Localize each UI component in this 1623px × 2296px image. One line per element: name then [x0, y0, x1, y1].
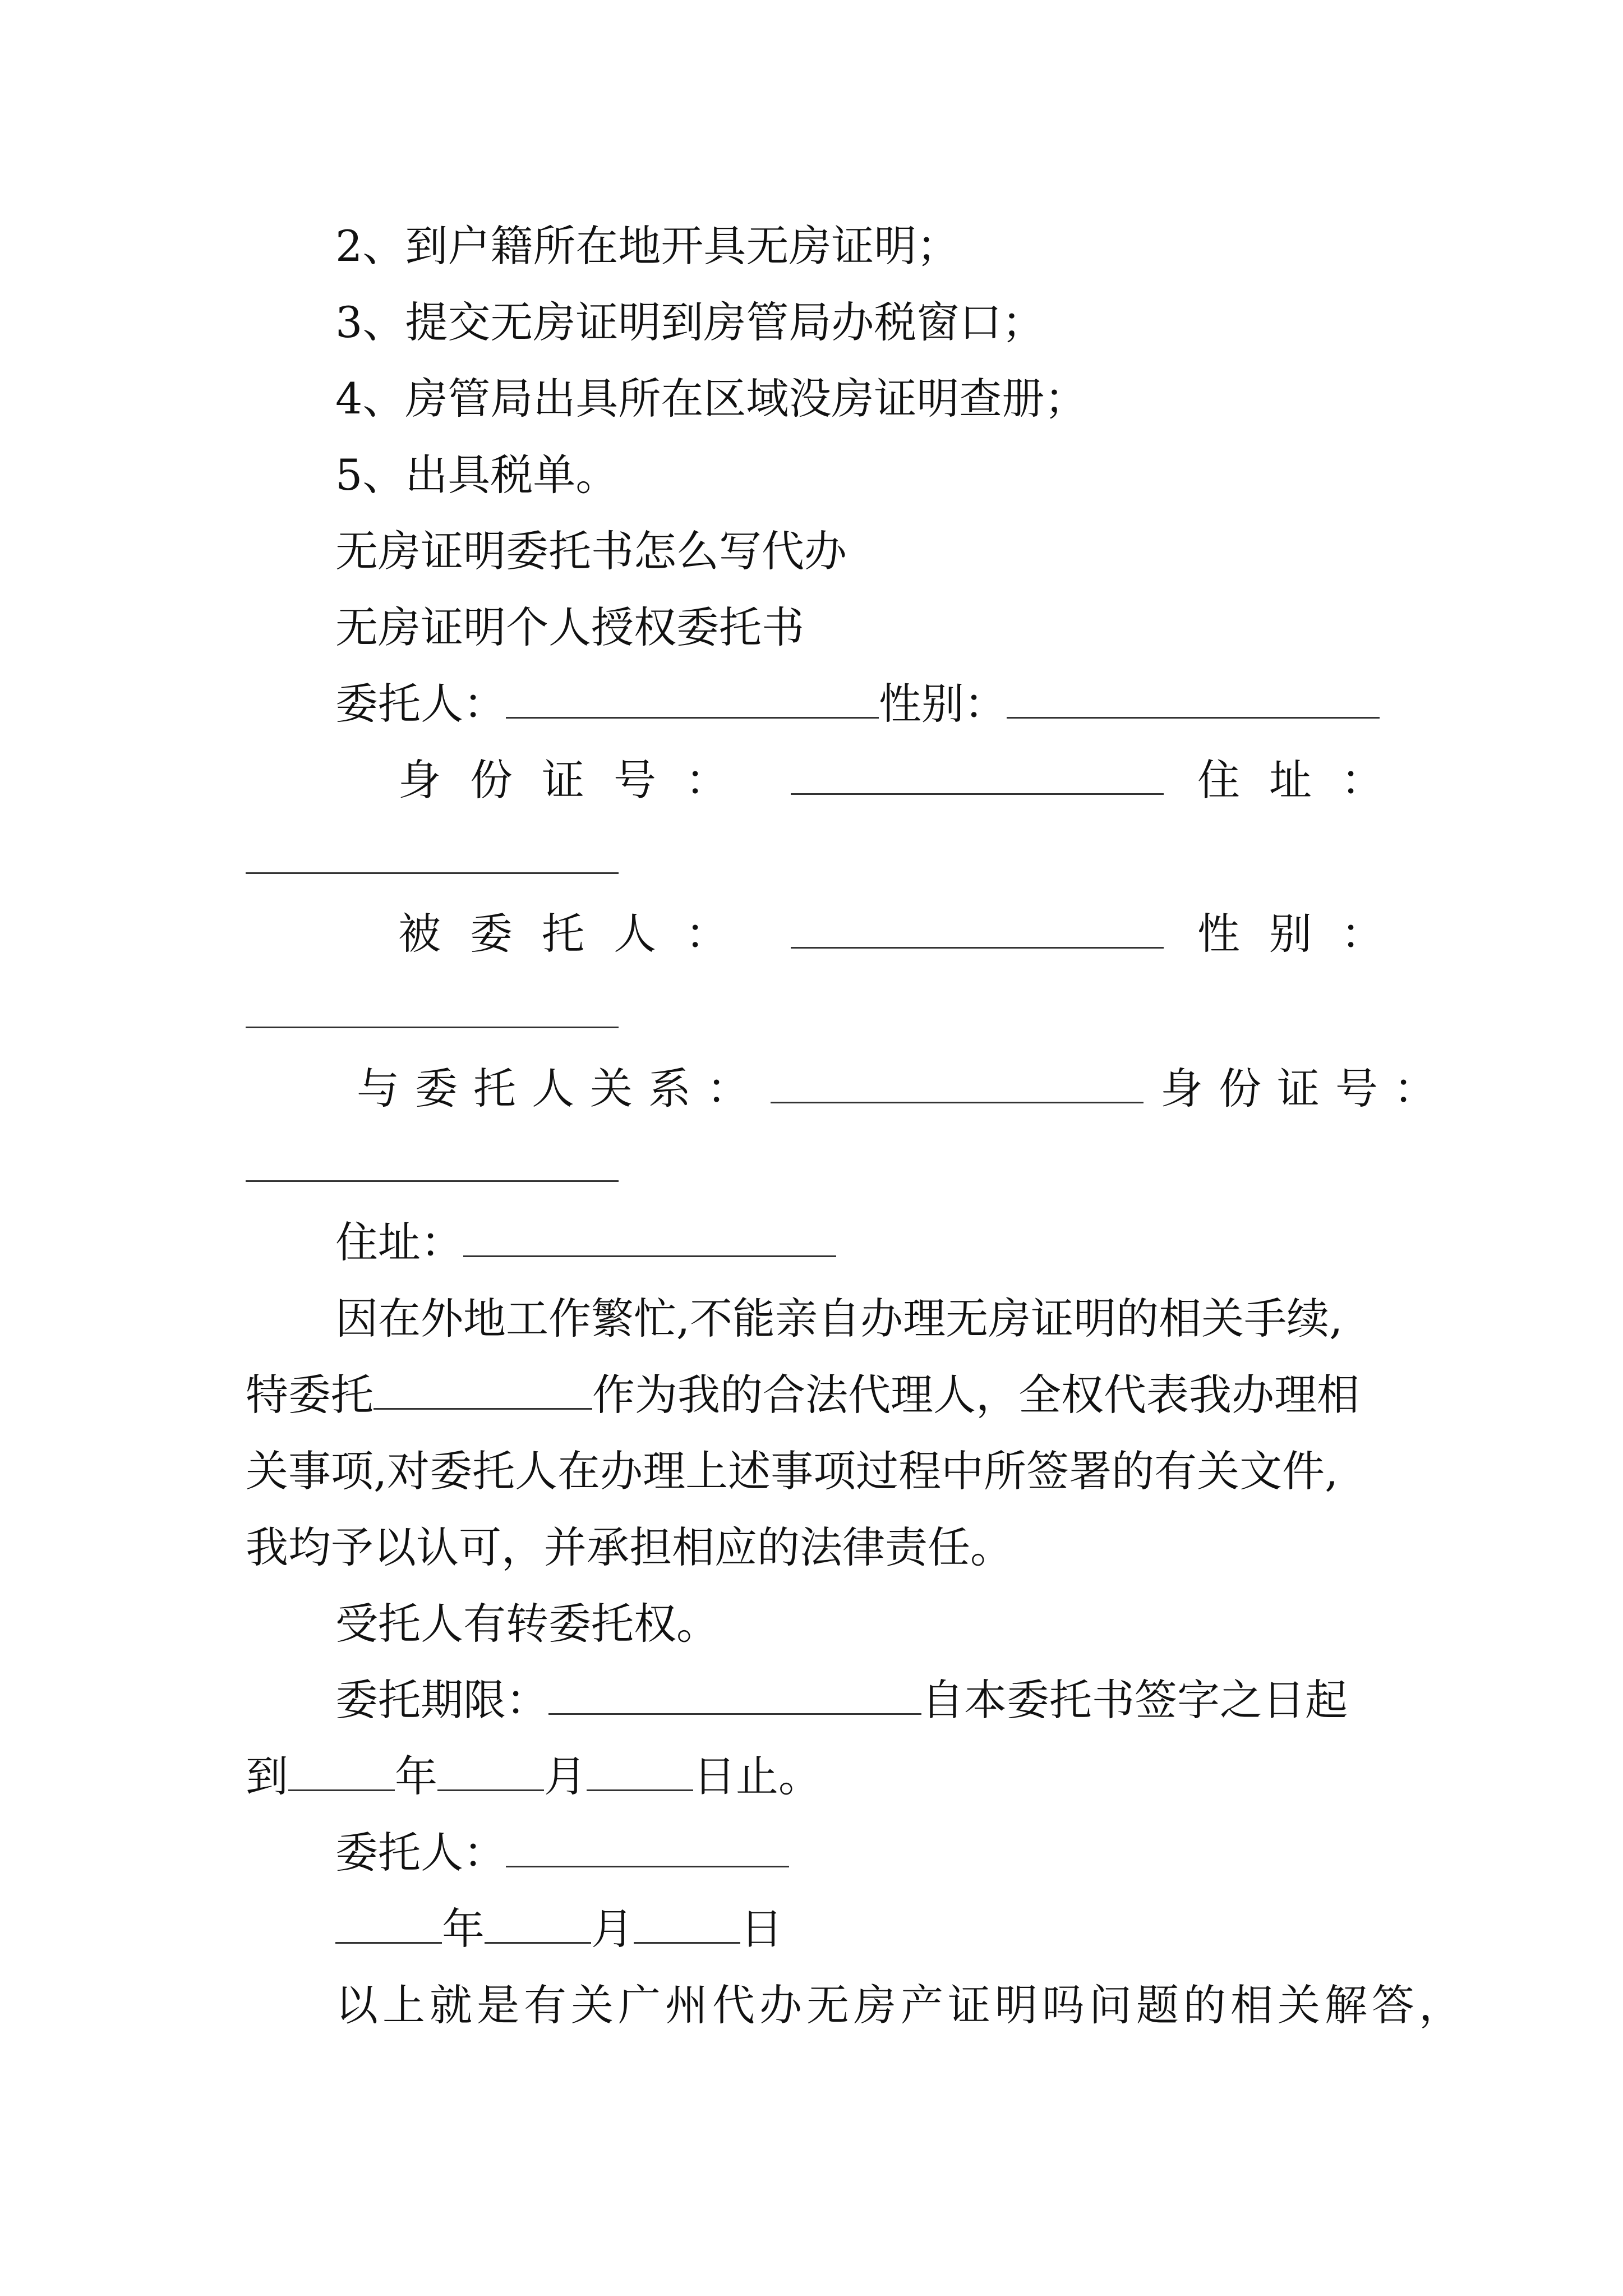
- day-end-label: 日止。: [693, 1751, 821, 1801]
- id-label: 身份证号：: [398, 755, 757, 805]
- year-label: 年: [395, 1751, 437, 1801]
- step-2: 2、到户籍所在地开具无房证明；: [335, 221, 960, 271]
- to-label: 到: [246, 1751, 288, 1801]
- sign-day-label: 日: [740, 1904, 783, 1954]
- agent-id-blank[interactable]: [246, 1180, 619, 1182]
- sign-month-blank[interactable]: [485, 1899, 591, 1944]
- body-line-3: 关事项,对委托人在办理上述事项过程中所签署的有关文件,: [246, 1446, 1339, 1496]
- step-5: 5、出具税单。: [335, 450, 619, 500]
- sign-year-blank[interactable]: [335, 1899, 442, 1944]
- agent-gender-label: 性别：: [1197, 909, 1413, 959]
- principal-label: 委托人：: [335, 679, 506, 729]
- gender-label: 性别：: [879, 679, 1007, 729]
- term-line: [335, 1669, 1348, 1731]
- sign-year-label: 年: [442, 1904, 485, 1954]
- term-label: 委托期限：: [335, 1675, 548, 1725]
- end-month-blank[interactable]: [437, 1747, 544, 1791]
- month-label: 月: [544, 1751, 587, 1801]
- body-line-2-rest: 作为我的合法代理人，全权代表我办理相: [592, 1370, 1359, 1420]
- relation-label: 与委托人关系：: [357, 1064, 765, 1114]
- agent-gender-line: [398, 903, 1413, 965]
- agent-gender-blank[interactable]: [246, 1027, 619, 1028]
- id-blank[interactable]: [791, 751, 1164, 795]
- signature-blank[interactable]: [506, 1823, 789, 1867]
- principal-line: [335, 673, 1380, 735]
- end-day-blank[interactable]: [587, 1747, 693, 1791]
- end-year-blank[interactable]: [288, 1747, 395, 1791]
- sign-day-blank[interactable]: [634, 1899, 740, 1944]
- entrust-label: 特委托: [246, 1370, 374, 1420]
- principal-blank[interactable]: [506, 674, 879, 719]
- body-line-1: 因在外地工作繁忙,不能亲自办理无房证明的相关手续,: [335, 1294, 1343, 1343]
- step-3: 3、提交无房证明到房管局办税窗口；: [335, 297, 1045, 347]
- agent-address-label: 住址：: [335, 1217, 463, 1267]
- agent-address-blank[interactable]: [463, 1213, 836, 1257]
- relation-blank[interactable]: [771, 1059, 1144, 1103]
- address-label: 住址：: [1197, 755, 1413, 805]
- agent-label: 被委托人：: [398, 909, 757, 959]
- step-4: 4、房管局出具所在区域没房证明查册；: [335, 374, 1087, 424]
- relation-id-line: [357, 1058, 1452, 1120]
- heading-how-to-write: 无房证明委托书怎么写代办: [335, 526, 847, 576]
- sub-delegation: 受托人有转委托权。: [335, 1599, 719, 1649]
- body-line-2: [246, 1364, 1359, 1426]
- closing-line: 以上就是有关广州代办无房产证明吗问题的相关解答，: [335, 1980, 1466, 2030]
- body-line-4: 我均予以认可，并承担相应的法律责任。: [246, 1522, 1013, 1572]
- term-blank[interactable]: [548, 1671, 921, 1715]
- sign-month-label: 月: [591, 1904, 634, 1954]
- agent-blank[interactable]: [791, 904, 1164, 949]
- signature-date-line: [335, 1898, 783, 1960]
- agent-address-line: [335, 1212, 836, 1273]
- gender-blank[interactable]: [1007, 674, 1380, 719]
- signature-line: [335, 1822, 789, 1884]
- id-address-line: [398, 749, 1413, 811]
- signature-label: 委托人：: [335, 1828, 506, 1878]
- heading-authorization: 无房证明个人授权委托书: [335, 602, 804, 652]
- agent-id-label: 身份证号：: [1160, 1064, 1452, 1114]
- address-blank[interactable]: [246, 872, 619, 874]
- term-suffix: 自本委托书签字之日起: [921, 1675, 1348, 1725]
- term-end-line: [246, 1746, 821, 1807]
- entrusted-person-blank[interactable]: [374, 1365, 592, 1410]
